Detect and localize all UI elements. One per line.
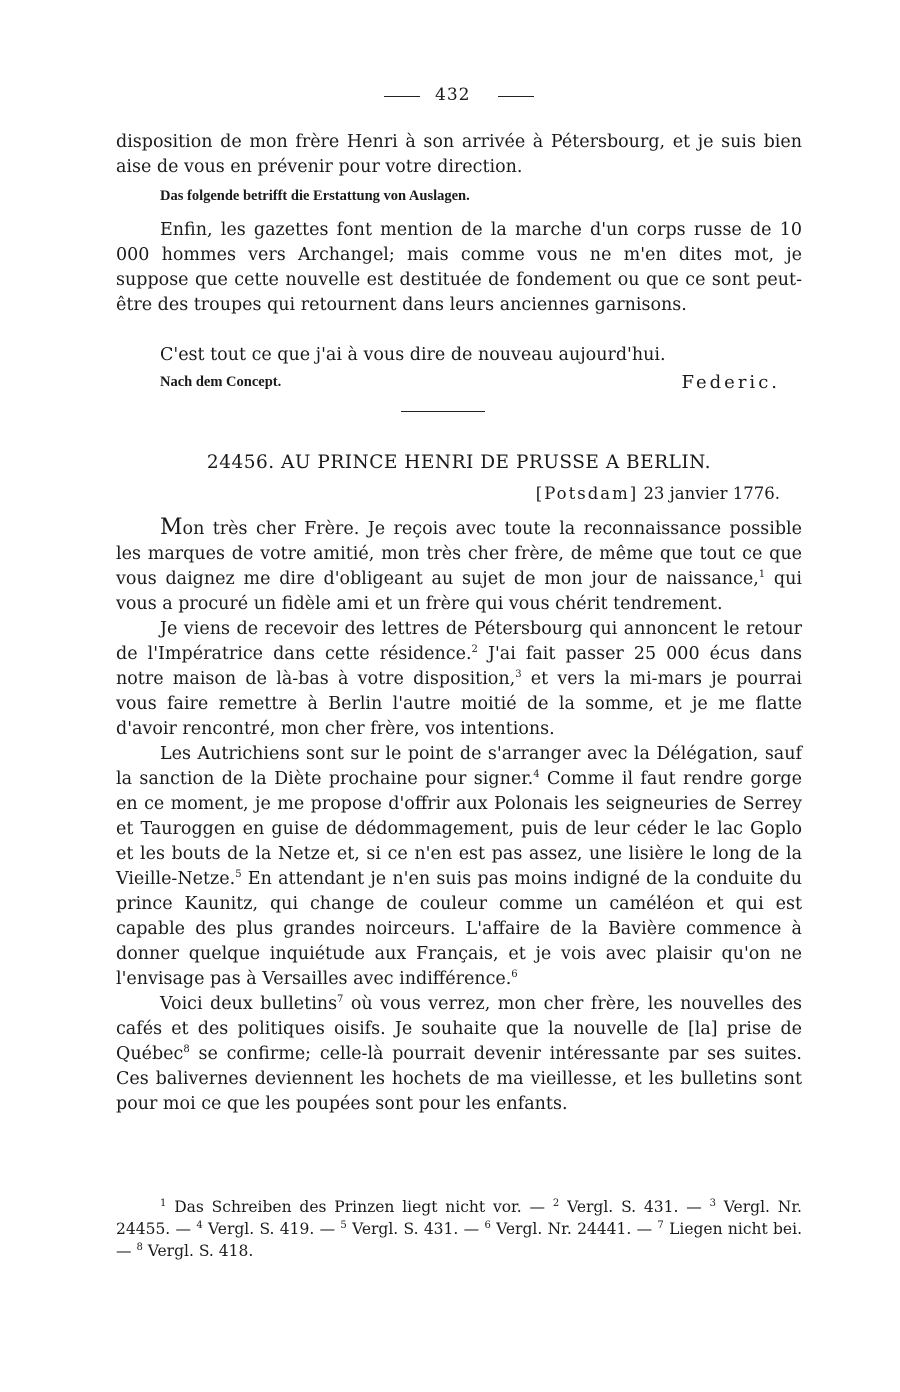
letter-text: on très cher Frère. Je reçois avec toute la reconnaissance possible les marques de votre amitié, mon très cher frère, de même que tout ce que vous daignez me dire d'obligeant au sujet de mon jour de naissance,	[116, 519, 802, 589]
letter-text: J'ai fait passer 25 000 écus dans notre maison de là-bas à votre disposition,	[116, 644, 802, 689]
dateline	[536, 484, 780, 503]
paragraph-closing: C'est tout ce que j'ai à vous dire de nouveau aujourd'hui.	[160, 345, 666, 365]
footnote-marker: 8	[136, 1241, 143, 1253]
footnotes	[116, 1196, 802, 1262]
footnote-text: Vergl. Nr. 24455. —	[116, 1198, 802, 1238]
footnote-marker: 6	[484, 1219, 491, 1231]
letter-text: Je viens de recevoir des lettres de Pétersbourg qui annoncent le retour de l'Impératrice dans cette résidence.	[116, 619, 802, 664]
letter-heading: 24456. AU PRINCE HENRI DE PRUSSE A BERLIN.	[206, 452, 712, 473]
letter-text: En attendant je n'en suis pas moins indigné de la conduite du prince Kaunitz, qui change de couleur comme un caméléon et qui est capable des plus grandes noirceurs. L'affaire de la Bavière commence à donner quelque inquiétude aux Français, et je vois avec plaisir qu'on ne l'envisage pas à Versailles avec indifférence.	[116, 869, 802, 989]
editorial-note: Das folgende betrifft die Erstattung von Auslagen.	[160, 188, 470, 204]
footnote-marker: 5	[340, 1219, 347, 1231]
footnote-ref: 7	[337, 994, 344, 1006]
footnote-text: Vergl. S. 431. —	[346, 1220, 485, 1238]
letter-paragraph-1	[116, 515, 802, 617]
footnote-text: Liegen nicht bei. —	[116, 1220, 802, 1260]
section-separator	[401, 411, 485, 412]
source-note: Nach dem Concept.	[160, 374, 282, 390]
footnote-ref: 4	[533, 769, 540, 781]
continued-paragraph: disposition de mon frère Henri à son arrivée à Pétersbourg, et je suis bien aise de vous en prévenir pour votre direction.	[116, 132, 802, 177]
letter-text: et vers la mi-mars je pourrai vous faire remettre à Berlin l'autre moitié de la somme, et je me flatte d'avoir rencontré, mon cher frère, vos intentions.	[116, 669, 802, 739]
footnote-marker: 1	[160, 1197, 167, 1209]
footnote-text: Das Schreiben des Prinzen liegt nicht vor. —	[166, 1198, 553, 1216]
footnote-marker: 3	[709, 1197, 716, 1209]
dateline-place: [Potsdam]	[535, 484, 639, 503]
signature-row	[160, 372, 780, 396]
letter-text: où vous verrez, mon cher frère, les nouvelles des cafés et des politiques oisifs. Je souhaite que la nouvelle de [la] prise de Québec	[116, 994, 802, 1064]
footnote-text: Vergl. S. 431. —	[559, 1198, 710, 1216]
footnote-marker: 4	[196, 1219, 203, 1231]
footnote-ref: 2	[471, 644, 478, 656]
page-number-rule-left	[384, 96, 420, 97]
letter-initial: M	[160, 515, 183, 540]
dateline-date: 23 janvier 1776.	[643, 484, 780, 503]
letter-text: qui vous a procuré un fidèle ami et un frère qui vous chérit tendrement.	[116, 569, 803, 614]
footnote-marker: 2	[552, 1197, 560, 1209]
footnote-marker: 7	[657, 1219, 664, 1231]
letter-text: Voici deux bulletins	[160, 994, 338, 1014]
paragraph-archangel: Enfin, les gazettes font mention de la marche d'un corps russe de 10 000 hommes vers Archangel; mais comme vous ne m'en dites mot, je suppose que cette nouvelle est destituée de fondement ou que ce sont peut-être des troupes qui retournent dans leurs anciennes garnisons.	[116, 220, 802, 315]
footnote-text: Vergl. S. 419. —	[202, 1220, 341, 1238]
footnote-ref: 8	[183, 1044, 190, 1056]
letter-paragraph-3	[116, 742, 802, 992]
footnote-ref: 1	[758, 569, 766, 581]
page-number: 432	[435, 85, 471, 105]
letter-text: se confirme; celle-là pourrait devenir intéressante par ses suites. Ces balivernes deviennent les hochets de ma vieillesse, et les bulletins sont pour moi ce que les poupées sont pour les enfants.	[116, 1044, 802, 1114]
footnote-ref: 6	[511, 969, 518, 981]
footnote-ref: 5	[235, 869, 242, 881]
footnote-text: Vergl. S. 418.	[142, 1242, 254, 1260]
letter-paragraph-2	[116, 617, 802, 742]
footnote-text: Vergl. Nr. 24441. —	[490, 1220, 658, 1238]
footnote-ref: 3	[515, 669, 522, 681]
page-number-header	[116, 84, 802, 108]
letter-text: Comme il faut rendre gorge en ce moment, je me propose d'offrir aux Polonais les seigneuries de Serrey et Tauroggen en guise de dédommagement, puis de leur céder le lac Goplo et les bouts de la Netze et, si ce n'en est pas assez, une lisière le long de la Vieille-Netze.	[116, 769, 802, 889]
letter-paragraph-4	[116, 992, 802, 1117]
letter-body	[116, 515, 802, 1117]
letter-text: Les Autrichiens sont sur le point de s'arranger avec la Délégation, sauf la sanction de la Diète prochaine pour signer.	[116, 744, 802, 789]
signature: Federic.	[681, 372, 780, 393]
page-number-rule-right	[498, 96, 534, 97]
